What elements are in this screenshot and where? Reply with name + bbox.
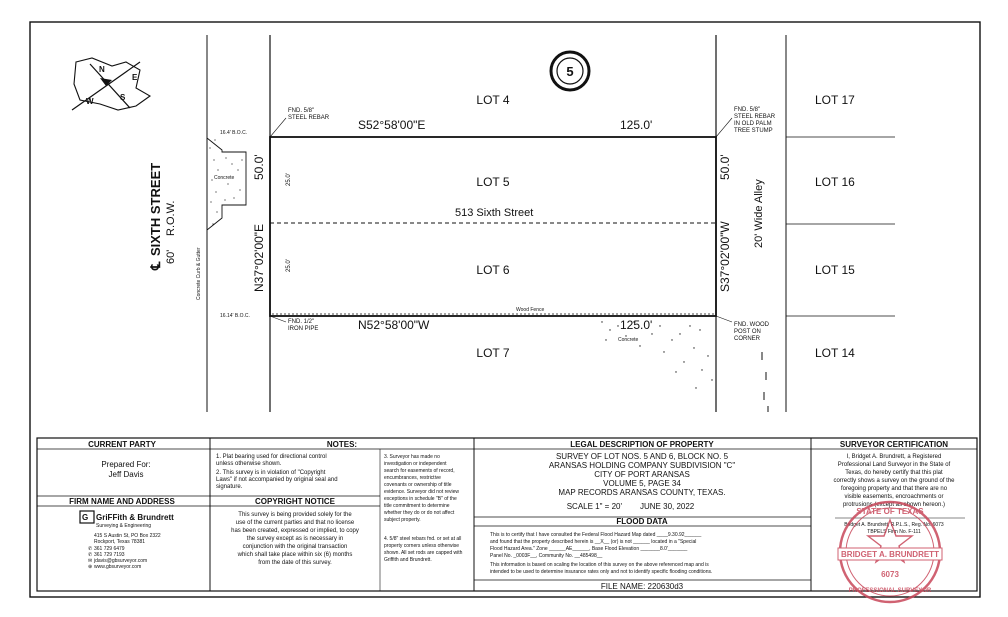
lot-badge-number: 5 xyxy=(566,64,574,79)
svg-text:CORNER: CORNER xyxy=(734,336,761,342)
email-icon: ✉ xyxy=(88,558,93,564)
street-row-label: R.O.W. xyxy=(165,200,177,236)
svg-text:the survey except as is necess: the survey except as is necessary in xyxy=(246,536,344,542)
monument-nw xyxy=(270,108,330,137)
concrete-hatch-right xyxy=(601,321,712,388)
monument-se xyxy=(716,316,770,342)
svg-text:VOLUME 5, PAGE 34: VOLUME 5, PAGE 34 xyxy=(603,479,681,488)
svg-text:FND. 1/2": FND. 1/2" xyxy=(288,319,315,325)
concrete-label-right: Concrete xyxy=(618,337,639,343)
svg-text:signature.: signature. xyxy=(216,484,243,490)
seal-number: 6073 xyxy=(881,570,899,579)
west-bearing: N37°02'00"E xyxy=(252,223,266,292)
svg-text:visible easements, encroachmen: visible easements, encroachments or xyxy=(844,494,944,500)
svg-text:encumbrances, restrictive: encumbrances, restrictive xyxy=(384,475,441,481)
current-party-header: CURRENT PARTY xyxy=(88,440,156,449)
svg-text:foregoing property and that th: foregoing property and that there are no xyxy=(840,486,948,492)
seal-bottom: PROFESSIONAL SURVEYOR xyxy=(848,588,932,594)
svg-text:Griffith and Brundrett.: Griffith and Brundrett. xyxy=(384,557,432,563)
svg-text:use of the current parties and: use of the current parties and that no license xyxy=(235,520,355,526)
wood-fence-label: Wood Fence xyxy=(516,307,545,313)
svg-text:title commitment to determine: title commitment to determine xyxy=(384,503,450,509)
certification-text xyxy=(833,454,955,508)
property-address: 513 Sixth Street xyxy=(455,207,534,219)
svg-text:This survey is being provided: This survey is being provided solely for the xyxy=(238,512,352,518)
sheet-border xyxy=(30,22,980,597)
svg-text:has been created, expressed or: has been created, expressed or implied, to copy xyxy=(231,528,359,534)
firm-address-line: 415 S Austin St, PO Box 2322 xyxy=(94,533,161,539)
street-width: 60' xyxy=(165,249,177,264)
legal-header: LEGAL DESCRIPTION OF PROPERTY xyxy=(570,440,714,449)
west-distance: 50.0' xyxy=(252,154,266,180)
svg-text:Laws" if not accompanied by or: Laws" if not accompanied by original seal and xyxy=(216,477,338,483)
north-arrow-compass-icon xyxy=(72,58,150,110)
east-bearing: S37°02'00"W xyxy=(718,221,732,292)
north-distance: 125.0' xyxy=(620,118,653,132)
svg-text:4. 5/8" steel rebars fnd. or s: 4. 5/8" steel rebars fnd. or set at all xyxy=(384,536,462,542)
south-distance: 125.0' xyxy=(620,318,653,332)
curb-gutter-label: Concrete Curb & Gutter xyxy=(196,247,202,300)
web-icon: ⊕ xyxy=(88,564,93,570)
firm-header: FIRM NAME AND ADDRESS xyxy=(69,497,175,506)
svg-text:evidence. Surveyor did not rev: evidence. Surveyor did not review xyxy=(384,489,460,495)
svg-text:N: N xyxy=(99,65,105,74)
scale-label: SCALE 1" = 20' xyxy=(566,502,622,511)
phone-icon: ✆ xyxy=(88,552,93,558)
svg-text:E: E xyxy=(132,73,138,82)
svg-text:TREE STUMP: TREE STUMP xyxy=(734,128,773,134)
street-name: SIXTH STREET xyxy=(148,162,163,256)
firm-address-line: Rockport, Texas 78381 xyxy=(94,539,146,545)
svg-text:whether they do or do not affe: whether they do or do not affect xyxy=(384,510,455,516)
svg-text:3. Surveyor has made no: 3. Surveyor has made no xyxy=(384,454,440,460)
firm-fax: 361 729 7193 xyxy=(94,552,125,558)
alley-label: 20' Wide Alley xyxy=(753,179,765,248)
copyright-header: COPYRIGHT NOTICE xyxy=(254,497,336,506)
monument-sw xyxy=(270,316,318,332)
svg-text:CITY OF PORT ARANSAS: CITY OF PORT ARANSAS xyxy=(594,470,690,479)
monument-nw-line1: FND. 5/8" xyxy=(288,108,315,114)
lot-16-label: LOT 16 xyxy=(815,175,855,189)
svg-text:SURVEY OF LOT NOS. 5 AND 6, BL: SURVEY OF LOT NOS. 5 AND 6, BLOCK NO. 5 xyxy=(555,452,729,461)
svg-text:2. This survey is in violation: 2. This survey is in violation of "Copyright xyxy=(216,470,326,476)
svg-text:shown. All set rods are capped: shown. All set rods are capped with xyxy=(384,550,463,556)
copyright-text xyxy=(231,512,359,566)
lot-4-label: LOT 4 xyxy=(476,93,510,107)
client-name: Jeff Davis xyxy=(108,470,144,479)
file-name: FILE NAME: 220630d3 xyxy=(600,582,684,591)
lot-7-label: LOT 7 xyxy=(476,346,510,360)
surveyor-seal-icon xyxy=(838,502,942,602)
firm-website: www.gbsurveyor.com xyxy=(94,564,142,570)
svg-text:IRON PIPE: IRON PIPE xyxy=(288,326,319,332)
svg-text:FND. WOOD: FND. WOOD xyxy=(734,322,769,328)
alley-hatch xyxy=(762,352,768,412)
lot-17-label: LOT 17 xyxy=(815,93,855,107)
svg-text:which shall take place within: which shall take place within six (6) months xyxy=(237,552,353,558)
svg-text:STEEL REBAR: STEEL REBAR xyxy=(734,114,776,120)
firm-phone: 361 729 6479 xyxy=(94,546,125,552)
svg-text:covenants or ownership of titl: covenants or ownership of title xyxy=(384,482,452,488)
lot-15-label: LOT 15 xyxy=(815,263,855,277)
seal-state: STATE OF TEXAS xyxy=(856,507,924,516)
signature-name: Bridget A. Brundrett, R.P.L.S., Reg. No. 6073 xyxy=(844,522,944,528)
seal-name: BRIDGET A. BRUNDRETT xyxy=(841,550,939,559)
svg-text:protrusions (except as shown h: protrusions (except as shown hereon.) xyxy=(842,502,946,508)
legal-text xyxy=(549,452,735,497)
svg-text:POST ON: POST ON xyxy=(734,329,761,335)
svg-text:I, Bridget A. Brundrett, a Reg: I, Bridget A. Brundrett, a Registered xyxy=(846,454,942,460)
svg-text:and found that the property de: and found that the property described herein is __X__ (or) is not ______ located in a "Special xyxy=(490,539,697,545)
street-label-group xyxy=(148,163,177,271)
svg-text:W: W xyxy=(86,97,94,106)
svg-text:subject property.: subject property. xyxy=(384,517,421,523)
svg-text:unless otherwise shown.: unless otherwise shown. xyxy=(216,461,282,467)
concrete-label-left: Concrete xyxy=(214,175,235,181)
svg-text:Flood Hazard Area." Zone _: Flood Hazard Area." Zone ______AE______, Base Flood Elevation _______8.0'_______ xyxy=(490,546,688,552)
centerline-icon: ℄ xyxy=(148,261,163,270)
setback-top: 25.0' xyxy=(286,173,292,186)
firm-number: TBPELS Firm No. F-111 xyxy=(867,529,921,535)
north-bearing: S52°58'00"E xyxy=(358,118,426,132)
svg-text:MAP RECORDS ARANSAS COUNTY, TE: MAP RECORDS ARANSAS COUNTY, TEXAS. xyxy=(558,488,726,497)
notes-left xyxy=(216,454,338,490)
notes-right xyxy=(384,454,463,563)
svg-text:This information is based on s: This information is based on scaling the location of this survey on the above referenced map and is xyxy=(490,562,709,568)
lot-5-label: LOT 5 xyxy=(476,175,510,189)
svg-text:Texas, do hereby certify that: Texas, do hereby certify that this plat xyxy=(845,470,943,476)
svg-text:search for easements of record: search for easements of record, xyxy=(384,468,455,474)
svg-text:This is to certify that I have: This is to certify that I have consulted the Federal Flood Hazard Map dated ____9.30.92______ xyxy=(490,532,702,538)
monument-ne xyxy=(716,107,776,137)
firm-logo-name: GriFFith & Brundrett xyxy=(96,513,174,522)
flood-text xyxy=(490,532,712,575)
svg-text:S: S xyxy=(120,93,126,102)
lot-circle-badge-icon xyxy=(551,52,589,90)
svg-text:correctly shows a survey on th: correctly shows a survey on the ground of the xyxy=(833,478,955,484)
svg-text:from the date of this survey.: from the date of this survey. xyxy=(258,560,332,566)
svg-text:G: G xyxy=(82,513,89,522)
boc-top-label: 16.4' B.O.C. xyxy=(220,130,248,136)
prepared-for-label: Prepared For: xyxy=(101,460,151,469)
svg-text:Professional Land Surveyor in: Professional Land Surveyor in the State of xyxy=(837,462,951,468)
firm-logo-icon xyxy=(80,511,94,523)
setback-bottom: 25.0' xyxy=(286,259,292,272)
firm-logo-sub: Surveying & Engineering xyxy=(96,523,152,529)
svg-text:investigation or independent: investigation or independent xyxy=(384,461,447,467)
south-bearing: N52°58'00"W xyxy=(358,318,430,332)
phone-icon: ✆ xyxy=(88,546,93,552)
east-distance: 50.0' xyxy=(718,154,732,180)
svg-text:IN OLD PALM: IN OLD PALM xyxy=(734,121,772,127)
monument-nw-line2: STEEL REBAR xyxy=(288,115,330,121)
concrete-driveway xyxy=(207,138,246,230)
svg-text:intended to be used to determi: intended to be used to determine insurance rates only and not to identify specific flooding conditions. xyxy=(490,569,713,575)
flood-header: FLOOD DATA xyxy=(616,517,668,526)
svg-text:ARANSAS HOLDING COMPANY SUBDIV: ARANSAS HOLDING COMPANY SUBDIVISION "C" xyxy=(548,461,736,470)
svg-text:Panel No. _0003F__, Community: Panel No. _0003F__, Community No. __485498__ xyxy=(490,553,603,559)
svg-text:1. Plat bearing used for direc: 1. Plat bearing used for directional control xyxy=(216,454,327,460)
lot-14-label: LOT 14 xyxy=(815,346,855,360)
svg-text:FND. 5/8": FND. 5/8" xyxy=(734,107,761,113)
svg-text:property corners unless otherw: property corners unless otherwise xyxy=(384,543,460,549)
survey-date: JUNE 30, 2022 xyxy=(640,502,695,511)
certification-header: SURVEYOR CERTIFICATION xyxy=(839,440,949,449)
lot-6-label: LOT 6 xyxy=(476,263,510,277)
notes-header: NOTES: xyxy=(326,440,358,449)
boc-bottom-label: 16.14' B.O.C. xyxy=(220,313,250,319)
property-boundary xyxy=(270,137,716,316)
svg-text:conjunction with the original: conjunction with the original transaction xyxy=(242,544,348,550)
svg-text:exceptions in schedule "B" of: exceptions in schedule "B" of the xyxy=(384,496,457,502)
firm-email: jdavis@gbsurveyor.com xyxy=(94,558,148,564)
